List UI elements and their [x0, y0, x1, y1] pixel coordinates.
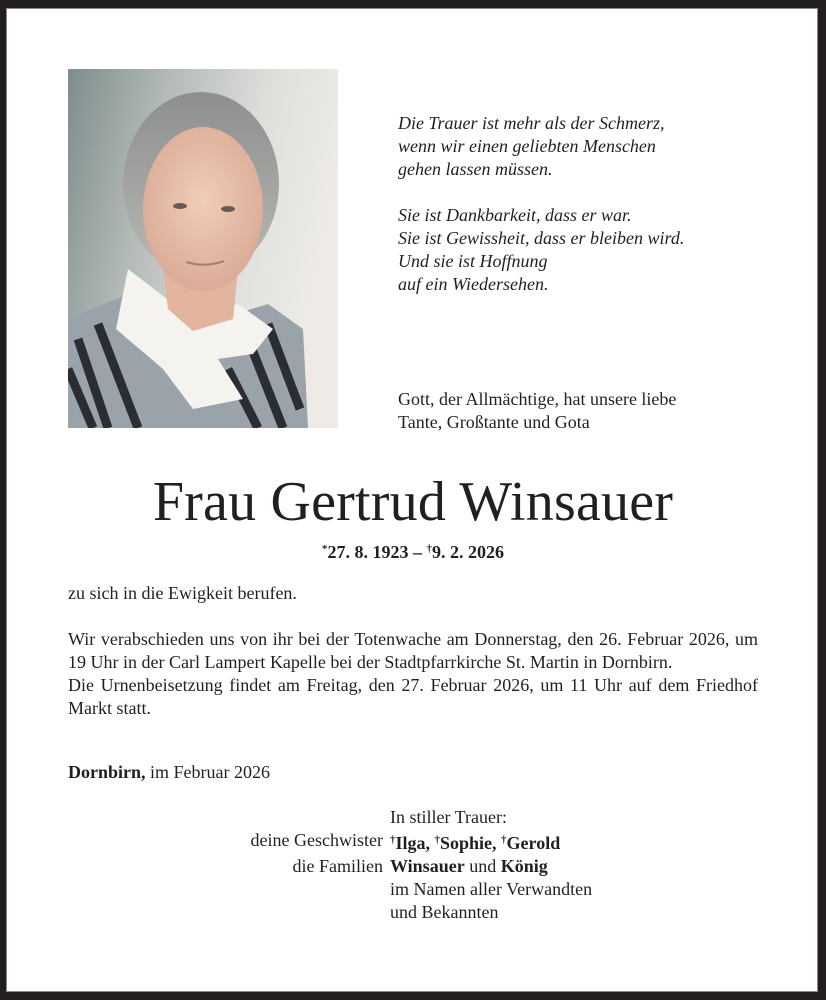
- portrait-photo: [68, 69, 338, 428]
- poem-stanza-1: [398, 112, 684, 181]
- families-conjunction: und: [464, 856, 501, 876]
- sibling-name: Ilga,: [395, 833, 431, 853]
- cross-symbol: †: [434, 834, 441, 846]
- relatives-row-1: [0, 878, 826, 901]
- families-row: [0, 855, 826, 878]
- date-separator: –: [408, 542, 427, 562]
- birth-star-symbol: *: [322, 543, 328, 555]
- sibling-name: Gerold: [506, 833, 561, 853]
- sibling-name: Sophie,: [440, 833, 497, 853]
- families-label: die Familien: [292, 856, 383, 876]
- relatives-line: und Bekannten: [390, 902, 499, 922]
- cross-symbol: †: [390, 834, 396, 846]
- intro-text: [398, 388, 676, 434]
- mourners-signoff: [0, 806, 826, 924]
- wake-details: Wir verabschieden uns von ihr bei der Totenwache am Donnerstag, den 26. Februar 2026, um 19 Uhr in der Carl Lampert Kapelle bei der Stadtpfarrkirche St. Martin in Dornbirn.: [68, 629, 758, 672]
- poem-stanza-2: [398, 204, 684, 296]
- deceased-name: Frau Gertrud Winsauer: [152, 471, 674, 533]
- announcement-body: [68, 582, 758, 720]
- relatives-line: im Namen aller Verwandten: [390, 879, 593, 899]
- cross-symbol: †: [501, 834, 507, 846]
- siblings-label: deine Geschwister: [250, 830, 383, 850]
- burial-details: Die Urnenbeisetzung findet am Freitag, den 27. Februar 2026, um 11 Uhr auf dem Friedhof Markt statt.: [68, 675, 758, 718]
- intro-line: Gott, der Allmächtige, hat unsere liebe: [398, 389, 677, 409]
- portrait-illustration: [68, 69, 338, 428]
- place-city: Dornbirn,: [68, 762, 146, 782]
- death-date: 9. 2. 2026: [432, 542, 504, 562]
- poem-line: Sie ist Dankbarkeit, dass er war.: [398, 205, 632, 225]
- family-name: König: [500, 856, 548, 876]
- signoff-heading-row: [0, 806, 826, 829]
- life-dates: [0, 537, 826, 564]
- poem-line: auf ein Wiedersehen.: [398, 274, 549, 294]
- birth-date: 27. 8. 1923: [327, 542, 409, 562]
- poem-line: Und sie ist Hoffnung: [398, 251, 548, 271]
- siblings-row: [0, 829, 826, 855]
- signoff-heading: In stiller Trauer:: [390, 807, 507, 827]
- poem-line: Die Trauer ist mehr als der Schmerz,: [398, 113, 665, 133]
- siblings-names: [390, 829, 826, 855]
- families-names: [390, 855, 826, 878]
- relatives-row-2: [0, 901, 826, 924]
- death-cross-symbol: †: [426, 543, 432, 555]
- poem: [398, 112, 684, 319]
- poem-line: Sie ist Gewissheit, dass er bleiben wird.: [398, 228, 685, 248]
- spacer: [68, 605, 758, 628]
- place-date: im Februar 2026: [145, 762, 270, 782]
- poem-line: wenn wir einen geliebten Menschen: [398, 136, 656, 156]
- poem-line: gehen lassen müssen.: [398, 159, 553, 179]
- intro-line: Tante, Großtante und Gota: [398, 412, 590, 432]
- place-and-date: [68, 761, 270, 784]
- family-name: Winsauer: [390, 856, 465, 876]
- called-home-text: zu sich in die Ewigkeit berufen.: [68, 583, 297, 603]
